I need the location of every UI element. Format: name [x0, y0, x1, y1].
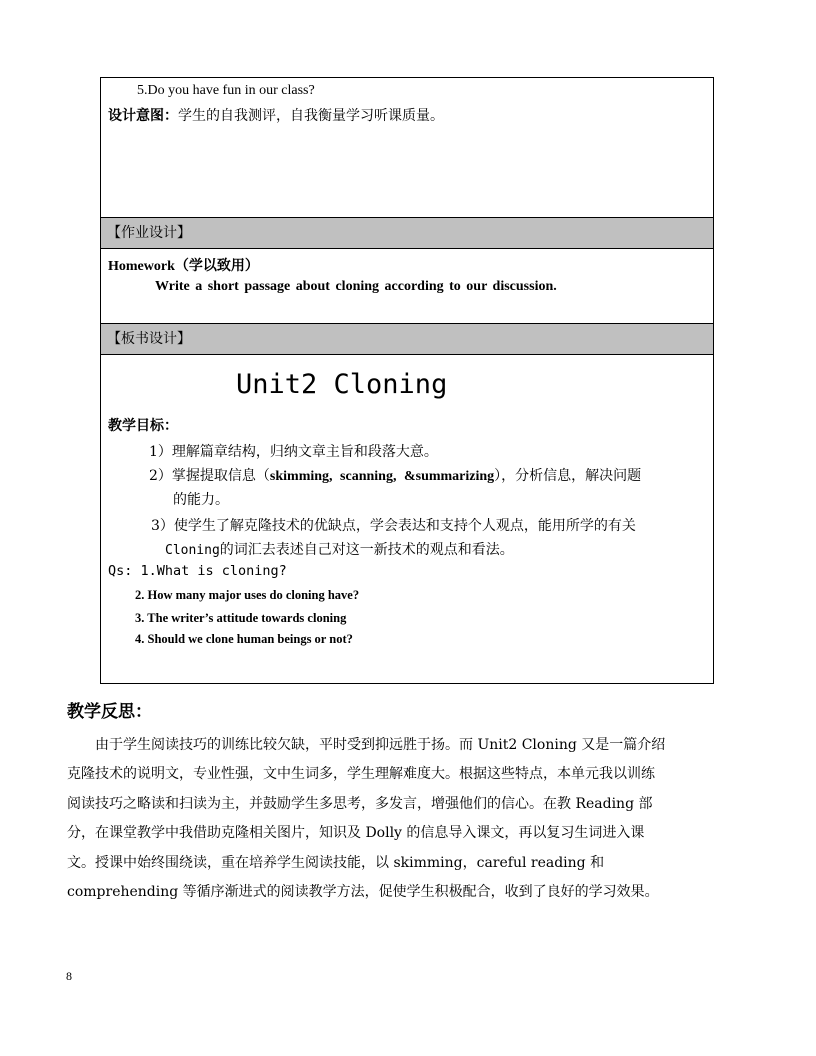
homework-cell: [101, 249, 713, 323]
lesson-plan-table: [100, 77, 714, 684]
homework-task: Write a short passage about cloning according to our discussion.: [155, 279, 557, 294]
design-intent-label: 设计意图：: [108, 108, 178, 124]
page-number: 8: [66, 969, 72, 983]
board-title: Unit2 Cloning: [236, 369, 448, 400]
goal-2: [149, 465, 641, 485]
reflection-title: 教学反思：: [67, 702, 152, 722]
question-1: Qs: 1.What is cloning?: [108, 563, 287, 579]
reflection-line: 分，在课堂教学中我借助克隆相关图片，知识及 Dolly 的信息导入课文，再以复习生词进入课: [67, 825, 645, 841]
goal-2-prefix: 2）掌握提取信息（: [149, 468, 270, 484]
goal-3-term: Cloning: [165, 543, 220, 558]
design-intent: [108, 105, 444, 125]
homework-header: 【作业设计】: [101, 217, 713, 249]
goal-2-suffix: ），分析信息，解决问题: [494, 468, 642, 484]
reflection-line: 由于学生阅读技巧的训练比较欠缺，平时受到抑远胜于扬。而 Unit2 Cloning 又是一篇介绍: [67, 737, 666, 753]
goal-2-cont: 的能力。: [173, 492, 229, 508]
goal-3-rest: 的词汇去表述自己对这一新技术的观点和看法。: [219, 542, 514, 558]
question-2: 2. How many major uses do cloning have?: [135, 588, 360, 602]
question-5: 5.Do you have fun in our class?: [137, 83, 315, 98]
self-assessment-cell: [101, 78, 713, 217]
goals-label: 教学目标：: [108, 418, 178, 434]
homework-title: Homework（学以致用）: [108, 259, 259, 274]
reflection-line: comprehending 等循序渐进式的阅读教学方法，促使学生积极配合，收到了良好的学习效果。: [67, 884, 659, 900]
reflection-line: 克隆技术的说明文，专业性强，文中生词多，学生理解难度大。根据这些特点，本单元我以训练: [67, 766, 655, 782]
reflection-line: 阅读技巧之略读和扫读为主，并鼓励学生多思考，多发言，增强他们的信心。在教 Reading 部: [67, 796, 653, 812]
goal-3-cont: [165, 539, 514, 559]
question-4: 4. Should we clone human beings or not?: [135, 632, 353, 646]
reflection-line: 文。授课中始终围绕读，重在培养学生阅读技能，以 skimming，careful reading 和: [67, 855, 605, 871]
design-intent-text: 学生的自我测评，自我衡量学习听课质量。: [178, 108, 444, 124]
board-design-header: 【板书设计】: [101, 323, 713, 355]
goal-1: 1）理解篇章结构，归纳文章主旨和段落大意。: [149, 444, 438, 460]
goal-3: 3）使学生了解克隆技术的优缺点，学会表达和支持个人观点，能用所学的有关: [151, 518, 636, 534]
goal-2-terms: skimming, scanning, &summarizing: [269, 469, 495, 484]
board-design-cell: [101, 355, 713, 683]
question-3: 3. The writer’s attitude towards cloning: [135, 611, 347, 625]
